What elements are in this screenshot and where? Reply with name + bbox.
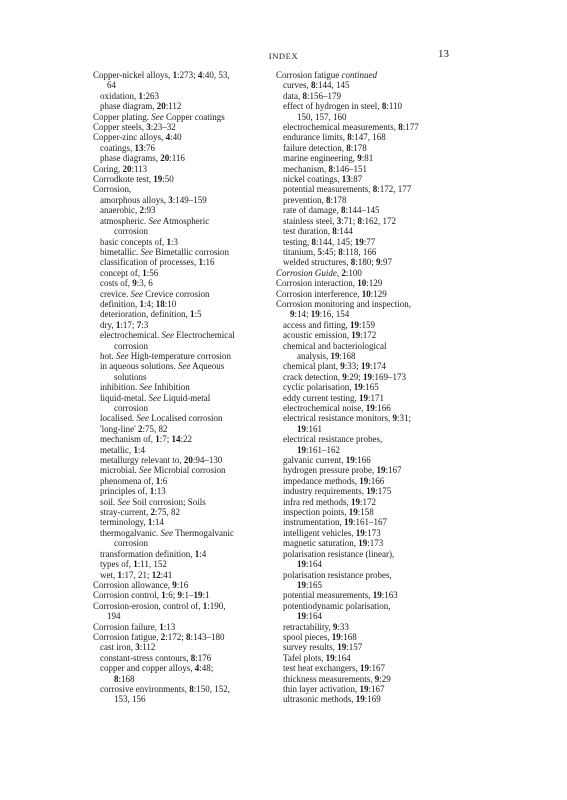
index-entry-text: phase diagram, 20:112 [100,101,182,112]
index-entry-text: deterioration, definition, 1:5 [100,309,202,320]
index-entry-text: hydrogen pressure probe, 19:167 [283,465,402,476]
index-entry-text: thermogalvanic. See Thermogalvanic [100,527,235,538]
right-entry [276,455,481,465]
index-entry-text: cast iron, 3:112 [100,642,156,653]
right-entry [276,632,481,642]
index-column-right [276,70,481,705]
left-entry [93,320,293,330]
right-entry [276,122,481,132]
right-entry [276,517,481,527]
index-entry-text: costs of, 9:3, 6 [100,278,153,289]
index-entry-text: Corrosion fatigue continued [276,70,377,80]
index-entry-text: Corrosion failure, 1:13 [93,621,176,632]
left-entry [93,580,293,590]
left-entry [93,216,293,237]
index-entry-text: testing, 8:144, 145; 19:77 [283,236,376,247]
left-entry [93,164,293,174]
left-entry [93,361,293,382]
index-entry-text: electrochemical. See Electrochemical [100,330,235,341]
left-entry [93,465,293,475]
index-entry-text: terminology, 1:14 [100,517,164,528]
left-entry [93,132,293,142]
left-entry [93,70,293,91]
index-entry-text: electrical resistance monitors, 9:31; [283,413,411,424]
left-entry [93,122,293,132]
right-entry [276,257,481,267]
left-entry [93,486,293,496]
left-entry [93,247,293,257]
left-entry [93,330,293,351]
index-entry-text: Corrosion Guide, 2:100 [276,267,362,278]
right-entry [276,237,481,247]
left-entry [93,497,293,507]
index-entry-text: rate of damage, 8:144–145 [283,205,380,216]
index-entry-text: bimetallic. See Bimetallic corrosion [100,246,229,257]
index-entry-text: access and fitting, 19:159 [283,319,375,330]
index-entry-text: nickel coatings, 13:87 [283,174,363,185]
left-entry [93,351,293,361]
right-entry [276,663,481,673]
index-entry-text: prevention, 8:178 [283,194,347,205]
index-entry-text: Corrosion allowance, 9:16 [93,579,189,590]
left-entry [93,570,293,580]
left-entry [93,622,293,632]
index-entry-text: Copper plating. See Copper coatings [93,111,225,122]
index-entry-text: copper and copper alloys, 4:48; [100,663,214,674]
index-entry-continuation: corrosion [114,226,148,237]
index-entry-text: chemical plant, 9:33; 19:174 [283,361,387,372]
left-entry [93,528,293,549]
index-entry-text: concept of, 1:56 [100,267,159,278]
right-entry [276,268,481,278]
right-entry [276,486,481,496]
index-entry-text: infra red methods, 19:172 [283,496,376,507]
index-entry-text: stainless steel, 3:71; 8:162, 172 [283,215,397,226]
left-entry [93,153,293,163]
left-entry [93,299,293,309]
index-entry-text: polarisation resistance (linear), [283,548,395,559]
index-entry-continuation: 64 [107,80,116,91]
index-entry-text: cyclic polarisation, 19:165 [283,382,379,393]
index-entry-continuation: analysis, 19:168 [297,350,356,361]
right-entry [276,694,481,704]
index-entry-text: magnetic saturation, 19:173 [283,538,384,549]
left-entry [93,184,293,194]
index-entry-text: test duration, 8:144 [283,226,353,237]
index-entry-continuation: corrosion [114,340,148,351]
right-entry [276,601,481,622]
right-entry [276,320,481,330]
index-entry-text: oxidation, 1:263 [100,90,160,101]
right-entry [276,684,481,694]
right-entry [276,184,481,194]
index-entry-continuation: 9:14; 19:16, 154 [290,309,350,320]
left-entry [93,101,293,111]
index-entry-text: industry requirements, 19:175 [283,486,392,497]
left-entry [93,507,293,517]
index-entry-continuation: 19:161 [297,423,323,434]
left-entry [93,632,293,642]
index-entry-continuation: 150, 157, 160 [297,111,347,122]
right-entry [276,382,481,392]
index-entry-text: electrochemical noise, 19:166 [283,403,391,413]
right-entry [276,393,481,403]
left-entry [93,393,293,414]
index-entry-text: metallurgy relevant to, 20:94–130 [100,455,223,466]
running-header-title: INDEX [268,51,299,61]
index-entry-text: failure detection, 8:178 [283,142,367,153]
index-entry-text: amorphous alloys, 3:149–159 [100,194,207,205]
index-entry-text: wet, 1:17, 21; 12:41 [100,569,173,580]
left-entry [93,549,293,559]
right-entry [276,80,481,90]
index-entry-text: corrosive environments, 8:150, 152, [100,683,230,694]
right-entry [276,226,481,236]
index-entry-text: phase diagrams, 20:116 [100,153,185,164]
index-entry-text: thickness measurements, 9:29 [283,673,391,684]
index-entry-text: principles of, 1:13 [100,486,166,497]
left-entry [93,289,293,299]
left-entry [93,382,293,392]
left-entry [93,205,293,215]
index-entry-continuation: 153, 156 [114,694,146,705]
right-entry [276,403,481,413]
right-entry [276,174,481,184]
right-entry [276,642,481,652]
index-entry-text: Corrosion-erosion, control of, 1:190, [93,600,226,611]
index-entry-text: Corrosion interference, 10:129 [276,288,387,299]
index-entry-text: Tafel plots, 19:164 [283,652,351,663]
index-entry-text: Copper-zinc alloys, 4:40 [93,132,182,143]
right-entry [276,361,481,371]
index-entry-continuation: corrosion [114,403,148,413]
index-entry-text: endurance limits, 8:147, 168 [283,132,386,143]
index-entry-text: inspection points, 19:158 [283,507,374,518]
right-entry [276,195,481,205]
right-entry [276,372,481,382]
right-entry [276,476,481,486]
index-entry-text: coatings, 13:76 [100,142,156,153]
index-column-left [93,70,293,705]
index-entry-text: retractability, 9:33 [283,621,349,632]
index-entry-text: crevice. See Crevice corrosion [100,288,210,299]
index-entry-text: Corrosion monitoring and inspection, [276,298,411,309]
index-entry-text: electrochemical measurements, 8:177 [283,122,419,133]
index-entry-text: hot. See High-temperature corrosion [100,350,231,361]
index-entry-text: atmospheric. See Atmospheric [100,215,210,226]
right-entry [276,674,481,684]
index-entry-text: data, 8:156–179 [283,90,342,101]
right-entry [276,299,481,320]
right-entry [276,653,481,663]
index-entry-text: thin layer activation, 19:167 [283,683,385,694]
left-entry [93,642,293,652]
right-entry [276,143,481,153]
index-entry-text: constant-stress contours, 8:176 [100,652,212,663]
left-entry [93,663,293,684]
index-entry-continuation: 19:161–162 [297,444,341,455]
left-entry [93,684,293,705]
left-entry [93,91,293,101]
left-entry [93,143,293,153]
index-entry-text: potential measurements, 19:163 [283,590,398,601]
index-entry-text: titanium, 5:45; 8:118, 166 [283,246,377,257]
index-entry-text: Corrosion, [93,184,132,195]
index-entry-text: intelligent vehicles, 19:173 [283,527,381,538]
index-entry-text: dry, 1:17; 7:3 [100,319,149,330]
index-entry-text: Corrosion fatigue, 2:172; 8:143–180 [93,631,225,642]
index-entry-text: polarisation resistance probes, [283,569,392,580]
left-entry [93,476,293,486]
left-entry [93,174,293,184]
index-entry-text: inhibition. See Inhibition [100,382,190,393]
index-entry-text: spool pieces, 19:168 [283,631,357,642]
index-entry-text: localised. See Localised corrosion [100,413,223,424]
index-entry-continuation: 19:165 [297,579,323,590]
right-entry [276,538,481,548]
left-entry [93,268,293,278]
left-entry [93,257,293,267]
right-entry [276,341,481,362]
index-entry-text: basic concepts of, 1:3 [100,236,178,247]
left-entry [93,653,293,663]
left-entry [93,434,293,444]
right-entry [276,497,481,507]
left-entry [93,424,293,434]
index-entry-text: metallic, 1:4 [100,444,146,455]
index-entry-text: transformation definition, 1:4 [100,548,207,559]
left-entry [93,445,293,455]
index-entry-text: ultrasonic methods, 19:169 [283,694,381,705]
index-entry-text: phenomena of, 1:6 [100,475,168,486]
index-entry-text: Copper steels, 3:23–32 [93,122,176,133]
index-entry-text: eddy current testing, 19:171 [283,392,384,403]
index-entry-continuation: solutions [114,371,147,382]
index-entry-text: marine engineering, 9:81 [283,153,374,164]
right-entry [276,549,481,570]
index-entry-text: soil. See Soil corrosion; Soils [100,496,206,507]
right-entry [276,590,481,600]
index-entry-text: microbial. See Microbial corrosion [100,465,226,476]
right-entry [276,101,481,122]
right-entry [276,70,481,80]
right-entry [276,153,481,163]
index-entry-text: mechanism of, 1:7; 14:22 [100,434,193,445]
right-entry [276,330,481,340]
index-entry-text: definition, 1:4; 18:10 [100,298,177,309]
index-entry-text: Copper-nickel alloys, 1:273; 4:40, 53, [93,70,230,80]
index-entry-text: chemical and bacteriological [283,340,387,351]
index-entry-text: welded structures, 8:180; 9:97 [283,257,393,268]
index-entry-text: curves, 8:144, 145 [283,80,350,91]
right-entry [276,413,481,434]
left-entry [93,237,293,247]
left-entry [93,309,293,319]
index-entry-text: types of, 1:11, 152 [100,559,167,570]
index-entry-text: Corrosion control, 1:6; 9:1–19:1 [93,590,210,601]
right-entry [276,205,481,215]
index-entry-text: effect of hydrogen in steel, 8:110 [283,101,402,112]
right-entry [276,91,481,101]
index-entry-text: stray-current, 2:75, 82 [100,507,180,518]
index-entry-text: classification of processes, 1:16 [100,257,215,268]
right-entry [276,278,481,288]
right-entry [276,132,481,142]
left-entry [93,195,293,205]
left-entry [93,278,293,288]
index-entry-continuation: corrosion [114,538,148,549]
left-entry [93,413,293,423]
right-entry [276,289,481,299]
index-entry-text: 'long-line' 2:75, 82 [100,423,168,434]
index-entry-text: potentiodynamic polarisation, [283,600,391,611]
index-entry-text: Corrosion interaction, 10:129 [276,278,383,289]
right-entry [276,216,481,226]
right-entry [276,570,481,591]
index-entry-text: impedance methods, 19:166 [283,475,385,486]
right-entry [276,465,481,475]
right-entry [276,434,481,455]
page-number: 13 [438,48,449,60]
index-entry-text: crack detection, 9:29; 19:169–173 [283,371,406,382]
index-entry-continuation: 8:168 [114,673,135,684]
index-entry-text: mechanism, 8:146–151 [283,163,368,174]
left-entry [93,112,293,122]
left-entry [93,590,293,600]
left-entry [93,455,293,465]
left-entry [93,559,293,569]
index-entry-text: instrumentation, 19:161–167 [283,517,388,528]
index-entry-text: in aqueous solutions. See Aqueous [100,361,225,372]
index-entry-text: Corrodkote test, 19:50 [93,174,174,185]
index-entry-text: potential measurements, 8:172, 177 [283,184,412,195]
index-entry-continuation: 19:164 [297,611,323,622]
right-entry [276,164,481,174]
right-entry [276,622,481,632]
index-entry-text: test heat exchangers, 19:167 [283,663,385,674]
index-entry-text: galvanic current, 19:166 [283,455,371,466]
index-entry-text: liquid-metal. See Liquid-metal [100,392,211,403]
left-entry [93,601,293,622]
index-entry-continuation: 194 [107,611,121,622]
index-entry-text: survey results, 19:157 [283,642,363,653]
left-entry [93,517,293,527]
index-entry-continuation: 19:164 [297,559,323,570]
index-entry-text: electrical resistance probes, [283,434,383,445]
index-entry-text: anaerobic, 2:93 [100,205,156,216]
index-entry-text: acoustic emission, 19:172 [283,330,377,341]
right-entry [276,507,481,517]
right-entry [276,247,481,257]
index-entry-text: Coring, 20:113 [93,163,148,174]
right-entry [276,528,481,538]
